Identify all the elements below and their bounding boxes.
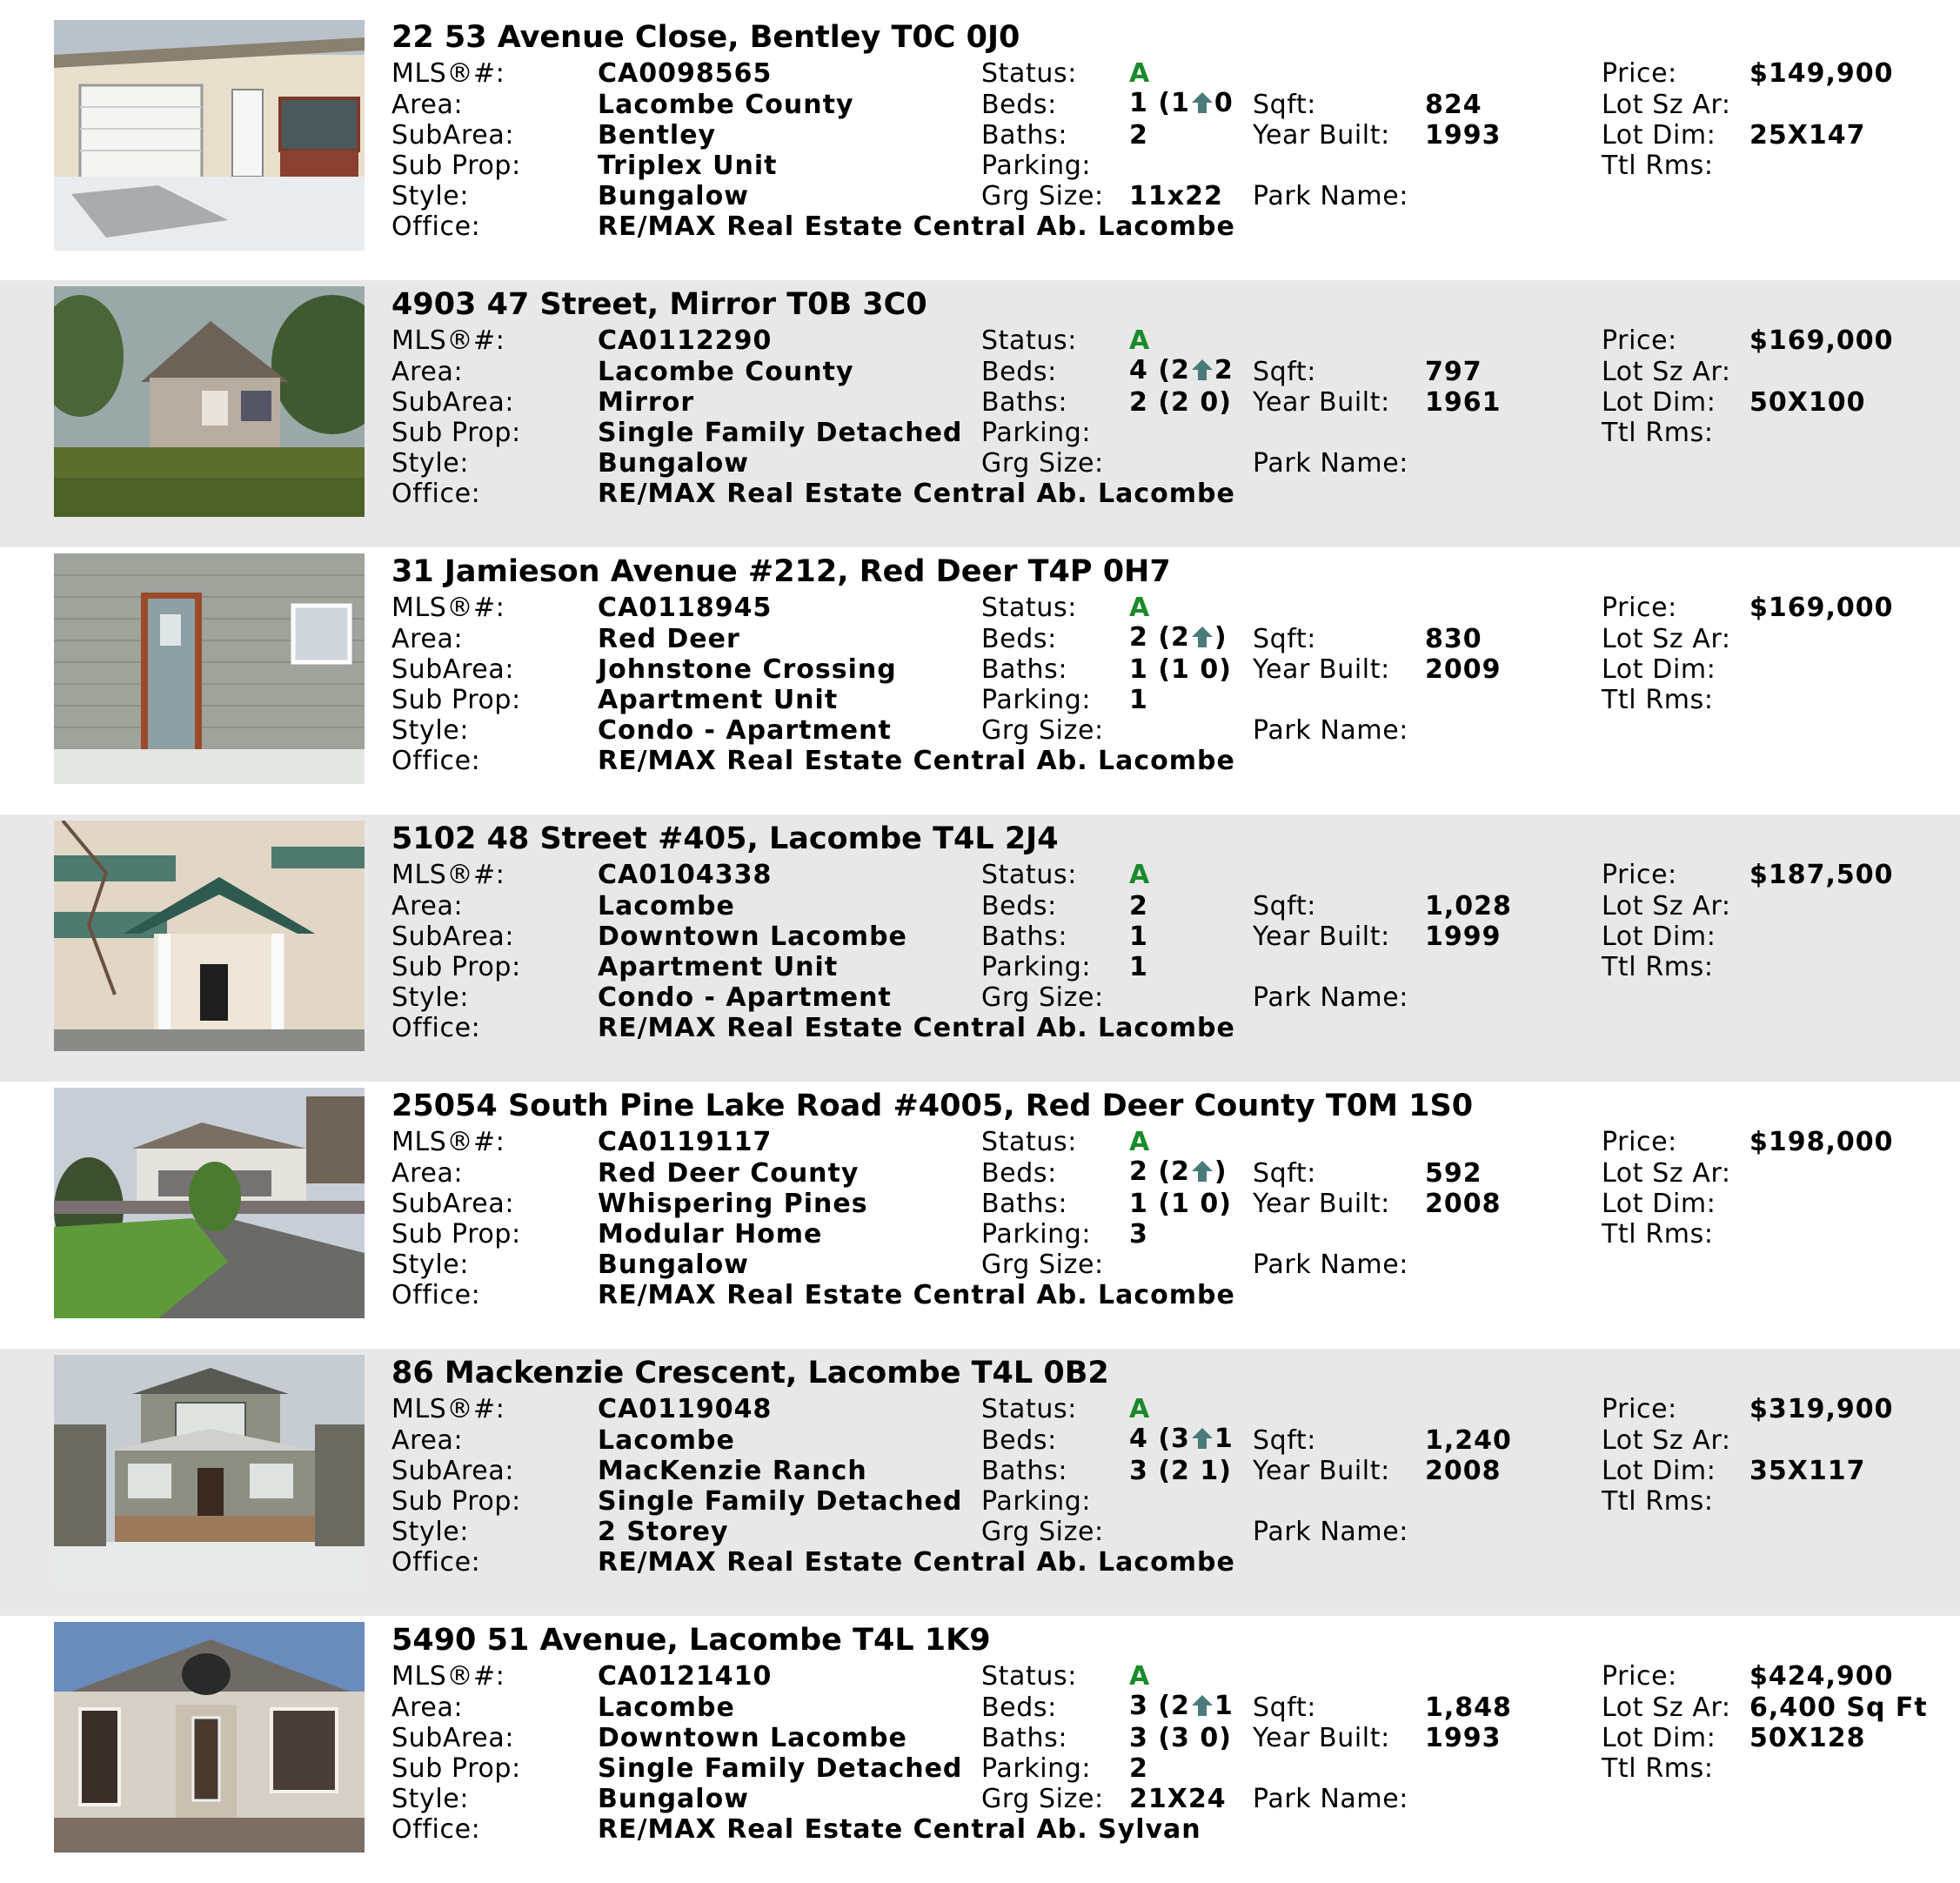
style-value: 2 Storey: [598, 1517, 729, 1547]
area-label: Area:: [391, 891, 464, 921]
year-built-label: Year Built:: [1253, 387, 1390, 418]
subprop-value: Single Family Detached: [598, 1753, 963, 1784]
price-value: $149,900: [1749, 58, 1894, 89]
lot-dim-label: Lot Dim:: [1602, 1723, 1716, 1753]
status-label: Status:: [981, 1127, 1077, 1157]
subprop-value: Apartment Unit: [598, 685, 839, 715]
office-value: RE/MAX Real Estate Central Ab. Lacombe: [598, 211, 1235, 242]
mls-number: CA0121410: [598, 1661, 773, 1692]
beds-label: Beds:: [981, 891, 1057, 921]
area-value: Lacombe: [598, 891, 735, 921]
garage-value: 11x22: [1129, 181, 1223, 211]
lot-size-label: Lot Sz Ar:: [1602, 1425, 1731, 1456]
area-value: Lacombe County: [598, 357, 854, 387]
parking-label: Parking:: [981, 685, 1092, 715]
baths-value: 3 (2 1): [1129, 1456, 1232, 1486]
office-value: RE/MAX Real Estate Central Ab. Sylvan: [598, 1814, 1201, 1845]
lot-dim-label: Lot Dim:: [1602, 1456, 1716, 1486]
baths-value: 3 (3 0): [1129, 1723, 1232, 1753]
property-photo[interactable]: [54, 1355, 365, 1585]
year-built-label: Year Built:: [1253, 921, 1390, 952]
listing-card[interactable]: [0, 1082, 1960, 1349]
mls-label: MLS®#:: [391, 58, 505, 89]
lot-dim-value: 50X128: [1749, 1723, 1866, 1753]
beds-value: 4 (2 2: [1129, 355, 1234, 385]
area-value: Lacombe: [598, 1692, 735, 1723]
lot-size-label: Lot Sz Ar:: [1602, 1158, 1731, 1189]
office-label: Office:: [391, 1547, 481, 1578]
year-built-value: 1961: [1425, 387, 1502, 418]
status-value: A: [1129, 1661, 1151, 1692]
beds-label: Beds:: [981, 1692, 1057, 1723]
subarea-label: SubArea:: [391, 1189, 515, 1219]
price-label: Price:: [1602, 58, 1677, 89]
listing-address[interactable]: 4903 47 Street, Mirror T0B 3C0: [391, 287, 927, 322]
mls-number: CA0118945: [598, 593, 773, 623]
subarea-value: Bentley: [598, 120, 717, 151]
status-value: A: [1129, 325, 1151, 356]
style-label: Style:: [391, 448, 470, 479]
year-built-value: 2009: [1425, 654, 1502, 685]
lot-dim-label: Lot Dim:: [1602, 654, 1716, 685]
mls-number: CA0119048: [598, 1394, 773, 1424]
status-label: Status:: [981, 325, 1077, 356]
garage-label: Grg Size:: [981, 982, 1104, 1013]
listing-address[interactable]: 25054 South Pine Lake Road #4005, Red Deer County T0M 1S0: [391, 1089, 1474, 1123]
status-value: A: [1129, 593, 1151, 623]
office-label: Office:: [391, 746, 481, 776]
up-arrow-icon: [1191, 1426, 1214, 1451]
price-label: Price:: [1602, 1394, 1677, 1424]
sqft-label: Sqft:: [1253, 1692, 1316, 1723]
listing-card[interactable]: [0, 547, 1960, 814]
area-label: Area:: [391, 1158, 464, 1189]
subprop-value: Apartment Unit: [598, 952, 839, 982]
mls-label: MLS®#:: [391, 1127, 505, 1157]
parking-label: Parking:: [981, 151, 1092, 181]
lot-dim-value: 50X100: [1749, 387, 1866, 418]
subprop-value: Single Family Detached: [598, 418, 963, 448]
lot-dim-value: 35X117: [1749, 1456, 1866, 1486]
office-value: RE/MAX Real Estate Central Ab. Lacombe: [598, 1547, 1235, 1578]
property-photo[interactable]: [54, 821, 365, 1051]
baths-value: 2 (2 0): [1129, 387, 1232, 418]
subarea-value: Downtown Lacombe: [598, 921, 907, 952]
year-built-label: Year Built:: [1253, 1456, 1390, 1486]
price-value: $424,900: [1749, 1661, 1894, 1692]
area-label: Area:: [391, 1692, 464, 1723]
subarea-label: SubArea:: [391, 1456, 515, 1486]
subprop-value: Single Family Detached: [598, 1486, 963, 1517]
status-label: Status:: [981, 593, 1077, 623]
beds-value: 2 (2 ): [1129, 622, 1228, 653]
park-name-label: Park Name:: [1253, 715, 1408, 746]
baths-label: Baths:: [981, 1189, 1068, 1219]
property-photo[interactable]: [54, 1622, 365, 1853]
total-rooms-label: Ttl Rms:: [1602, 151, 1714, 181]
baths-label: Baths:: [981, 1456, 1068, 1486]
subprop-value: Triplex Unit: [598, 151, 778, 181]
garage-label: Grg Size:: [981, 181, 1104, 211]
up-arrow-icon: [1191, 1693, 1214, 1718]
lot-size-label: Lot Sz Ar:: [1602, 357, 1731, 387]
year-built-label: Year Built:: [1253, 1189, 1390, 1219]
mls-label: MLS®#:: [391, 860, 505, 890]
parking-value: 1: [1129, 952, 1148, 982]
park-name-label: Park Name:: [1253, 1517, 1408, 1547]
garage-label: Grg Size:: [981, 1517, 1104, 1547]
sqft-label: Sqft:: [1253, 624, 1316, 654]
total-rooms-label: Ttl Rms:: [1602, 1753, 1714, 1784]
property-photo[interactable]: [54, 553, 365, 784]
subprop-label: Sub Prop:: [391, 685, 521, 715]
subarea-label: SubArea:: [391, 921, 515, 952]
mls-label: MLS®#:: [391, 1661, 505, 1692]
parking-value: 3: [1129, 1219, 1148, 1250]
area-value: Lacombe: [598, 1425, 735, 1456]
status-value: A: [1129, 860, 1151, 890]
status-value: A: [1129, 58, 1151, 89]
mls-label: MLS®#:: [391, 325, 505, 356]
listing-address[interactable]: 5102 48 Street #405, Lacombe T4L 2J4: [391, 821, 1059, 856]
baths-value: 1 (1 0): [1129, 654, 1232, 685]
area-label: Area:: [391, 624, 464, 654]
beds-value: 4 (3 1: [1129, 1424, 1234, 1454]
area-value: Lacombe County: [598, 90, 854, 120]
listing-address[interactable]: 86 Mackenzie Crescent, Lacombe T4L 0B2: [391, 1356, 1109, 1390]
status-value: A: [1129, 1127, 1151, 1157]
listing-card[interactable]: [0, 280, 1960, 547]
listing-address[interactable]: 31 Jamieson Avenue #212, Red Deer T4P 0H7: [391, 554, 1171, 589]
total-rooms-label: Ttl Rms:: [1602, 1219, 1714, 1250]
up-arrow-icon: [1191, 625, 1214, 649]
style-label: Style:: [391, 982, 470, 1013]
year-built-label: Year Built:: [1253, 1723, 1390, 1753]
garage-value: 21X24: [1129, 1784, 1227, 1814]
office-label: Office:: [391, 211, 481, 242]
property-photo[interactable]: [54, 1088, 365, 1318]
style-label: Style:: [391, 715, 470, 746]
price-label: Price:: [1602, 325, 1677, 356]
parking-label: Parking:: [981, 1486, 1092, 1517]
park-name-label: Park Name:: [1253, 1784, 1408, 1814]
sqft-label: Sqft:: [1253, 357, 1316, 387]
listing-card[interactable]: [0, 1616, 1960, 1883]
beds-label: Beds:: [981, 357, 1057, 387]
style-value: Bungalow: [598, 448, 749, 479]
subarea-label: SubArea:: [391, 120, 515, 151]
subarea-label: SubArea:: [391, 387, 515, 418]
park-name-label: Park Name:: [1253, 181, 1408, 211]
style-label: Style:: [391, 181, 470, 211]
total-rooms-label: Ttl Rms:: [1602, 685, 1714, 715]
style-value: Bungalow: [598, 1784, 749, 1814]
beds-label: Beds:: [981, 624, 1057, 654]
garage-label: Grg Size:: [981, 448, 1104, 479]
year-built-value: 1999: [1425, 921, 1502, 952]
subprop-label: Sub Prop:: [391, 1486, 521, 1517]
sqft-label: Sqft:: [1253, 891, 1316, 921]
office-value: RE/MAX Real Estate Central Ab. Lacombe: [598, 1280, 1235, 1310]
mls-number: CA0112290: [598, 325, 773, 356]
sqft-value: 797: [1425, 357, 1482, 387]
mls-label: MLS®#:: [391, 1394, 505, 1424]
total-rooms-label: Ttl Rms:: [1602, 952, 1714, 982]
subprop-value: Modular Home: [598, 1219, 823, 1250]
lot-size-label: Lot Sz Ar:: [1602, 90, 1731, 120]
total-rooms-label: Ttl Rms:: [1602, 418, 1714, 448]
price-label: Price:: [1602, 1661, 1677, 1692]
year-built-value: 2008: [1425, 1456, 1502, 1486]
office-value: RE/MAX Real Estate Central Ab. Lacombe: [598, 479, 1235, 509]
style-label: Style:: [391, 1517, 470, 1547]
mls-label: MLS®#:: [391, 593, 505, 623]
area-value: Red Deer: [598, 624, 740, 654]
garage-label: Grg Size:: [981, 715, 1104, 746]
park-name-label: Park Name:: [1253, 982, 1408, 1013]
baths-label: Baths:: [981, 1723, 1068, 1753]
parking-label: Parking:: [981, 1219, 1092, 1250]
status-label: Status:: [981, 58, 1077, 89]
status-label: Status:: [981, 860, 1077, 890]
price-value: $198,000: [1749, 1127, 1894, 1157]
listing-address[interactable]: 5490 51 Avenue, Lacombe T4L 1K9: [391, 1623, 991, 1658]
lot-size-value: 6,400 Sq Ft: [1749, 1692, 1928, 1723]
area-label: Area:: [391, 357, 464, 387]
parking-value: 2: [1129, 1753, 1148, 1784]
price-label: Price:: [1602, 1127, 1677, 1157]
subprop-label: Sub Prop:: [391, 1753, 521, 1784]
subprop-label: Sub Prop:: [391, 151, 521, 181]
subarea-value: MacKenzie Ranch: [598, 1456, 867, 1486]
area-value: Red Deer County: [598, 1158, 860, 1189]
year-built-value: 1993: [1425, 1723, 1502, 1753]
sqft-value: 830: [1425, 624, 1482, 654]
beds-label: Beds:: [981, 1425, 1057, 1456]
beds-label: Beds:: [981, 90, 1057, 120]
office-label: Office:: [391, 1814, 481, 1845]
up-arrow-icon: [1191, 358, 1214, 382]
year-built-label: Year Built:: [1253, 654, 1390, 685]
garage-label: Grg Size:: [981, 1784, 1104, 1814]
baths-label: Baths:: [981, 120, 1068, 151]
baths-label: Baths:: [981, 654, 1068, 685]
parking-label: Parking:: [981, 1753, 1092, 1784]
listing-card[interactable]: [0, 1349, 1960, 1616]
parking-label: Parking:: [981, 418, 1092, 448]
status-value: A: [1129, 1394, 1151, 1424]
subarea-value: Whispering Pines: [598, 1189, 868, 1219]
style-value: Bungalow: [598, 1250, 749, 1280]
price-value: $187,500: [1749, 860, 1894, 890]
subarea-label: SubArea:: [391, 654, 515, 685]
style-value: Condo - Apartment: [598, 715, 892, 746]
office-value: RE/MAX Real Estate Central Ab. Lacombe: [598, 1013, 1235, 1043]
subarea-value: Johnstone Crossing: [598, 654, 897, 685]
park-name-label: Park Name:: [1253, 1250, 1408, 1280]
status-label: Status:: [981, 1394, 1077, 1424]
mls-number: CA0104338: [598, 860, 773, 890]
sqft-label: Sqft:: [1253, 90, 1316, 120]
baths-value: 1 (1 0): [1129, 1189, 1232, 1219]
listing-address[interactable]: 22 53 Avenue Close, Bentley T0C 0J0: [391, 20, 1020, 55]
sqft-value: 1,240: [1425, 1425, 1512, 1456]
lot-dim-value: 25X147: [1749, 120, 1866, 151]
property-photo[interactable]: [54, 20, 365, 251]
up-arrow-icon: [1191, 90, 1214, 115]
parking-label: Parking:: [981, 952, 1092, 982]
beds-value: 2 (2 ): [1129, 1156, 1228, 1187]
office-label: Office:: [391, 1280, 481, 1310]
lot-size-label: Lot Sz Ar:: [1602, 624, 1731, 654]
price-value: $169,000: [1749, 325, 1894, 356]
style-value: Bungalow: [598, 181, 749, 211]
beds-value: 1 (1 0: [1129, 88, 1234, 118]
mls-number: CA0119117: [598, 1127, 773, 1157]
price-value: $319,900: [1749, 1394, 1894, 1424]
beds-value: 2: [1129, 891, 1148, 921]
sqft-value: 592: [1425, 1158, 1482, 1189]
office-label: Office:: [391, 479, 481, 509]
lot-dim-label: Lot Dim:: [1602, 921, 1716, 952]
subarea-label: SubArea:: [391, 1723, 515, 1753]
sqft-label: Sqft:: [1253, 1158, 1316, 1189]
baths-value: 2: [1129, 120, 1148, 151]
sqft-value: 824: [1425, 90, 1482, 120]
year-built-label: Year Built:: [1253, 120, 1390, 151]
style-value: Condo - Apartment: [598, 982, 892, 1013]
year-built-value: 2008: [1425, 1189, 1502, 1219]
subarea-value: Downtown Lacombe: [598, 1723, 907, 1753]
lot-size-label: Lot Sz Ar:: [1602, 891, 1731, 921]
lot-dim-label: Lot Dim:: [1602, 387, 1716, 418]
subprop-label: Sub Prop:: [391, 952, 521, 982]
baths-value: 1: [1129, 921, 1148, 952]
listing-card[interactable]: [0, 13, 1960, 280]
lot-size-label: Lot Sz Ar:: [1602, 1692, 1731, 1723]
beds-value: 3 (2 1: [1129, 1691, 1234, 1721]
year-built-value: 1993: [1425, 120, 1502, 151]
sqft-value: 1,848: [1425, 1692, 1512, 1723]
subprop-label: Sub Prop:: [391, 1219, 521, 1250]
total-rooms-label: Ttl Rms:: [1602, 1486, 1714, 1517]
parking-value: 1: [1129, 685, 1148, 715]
area-label: Area:: [391, 1425, 464, 1456]
style-label: Style:: [391, 1784, 470, 1814]
park-name-label: Park Name:: [1253, 448, 1408, 479]
garage-label: Grg Size:: [981, 1250, 1104, 1280]
beds-label: Beds:: [981, 1158, 1057, 1189]
status-label: Status:: [981, 1661, 1077, 1692]
lot-dim-label: Lot Dim:: [1602, 120, 1716, 151]
subprop-label: Sub Prop:: [391, 418, 521, 448]
price-label: Price:: [1602, 860, 1677, 890]
up-arrow-icon: [1191, 1159, 1214, 1183]
area-label: Area:: [391, 90, 464, 120]
price-label: Price:: [1602, 593, 1677, 623]
office-label: Office:: [391, 1013, 481, 1043]
baths-label: Baths:: [981, 921, 1068, 952]
listing-card[interactable]: [0, 814, 1960, 1082]
sqft-value: 1,028: [1425, 891, 1512, 921]
baths-label: Baths:: [981, 387, 1068, 418]
mls-number: CA0098565: [598, 58, 773, 89]
price-value: $169,000: [1749, 593, 1894, 623]
style-label: Style:: [391, 1250, 470, 1280]
sqft-label: Sqft:: [1253, 1425, 1316, 1456]
property-photo[interactable]: [54, 286, 365, 517]
office-value: RE/MAX Real Estate Central Ab. Lacombe: [598, 746, 1235, 776]
lot-dim-label: Lot Dim:: [1602, 1189, 1716, 1219]
subarea-value: Mirror: [598, 387, 695, 418]
